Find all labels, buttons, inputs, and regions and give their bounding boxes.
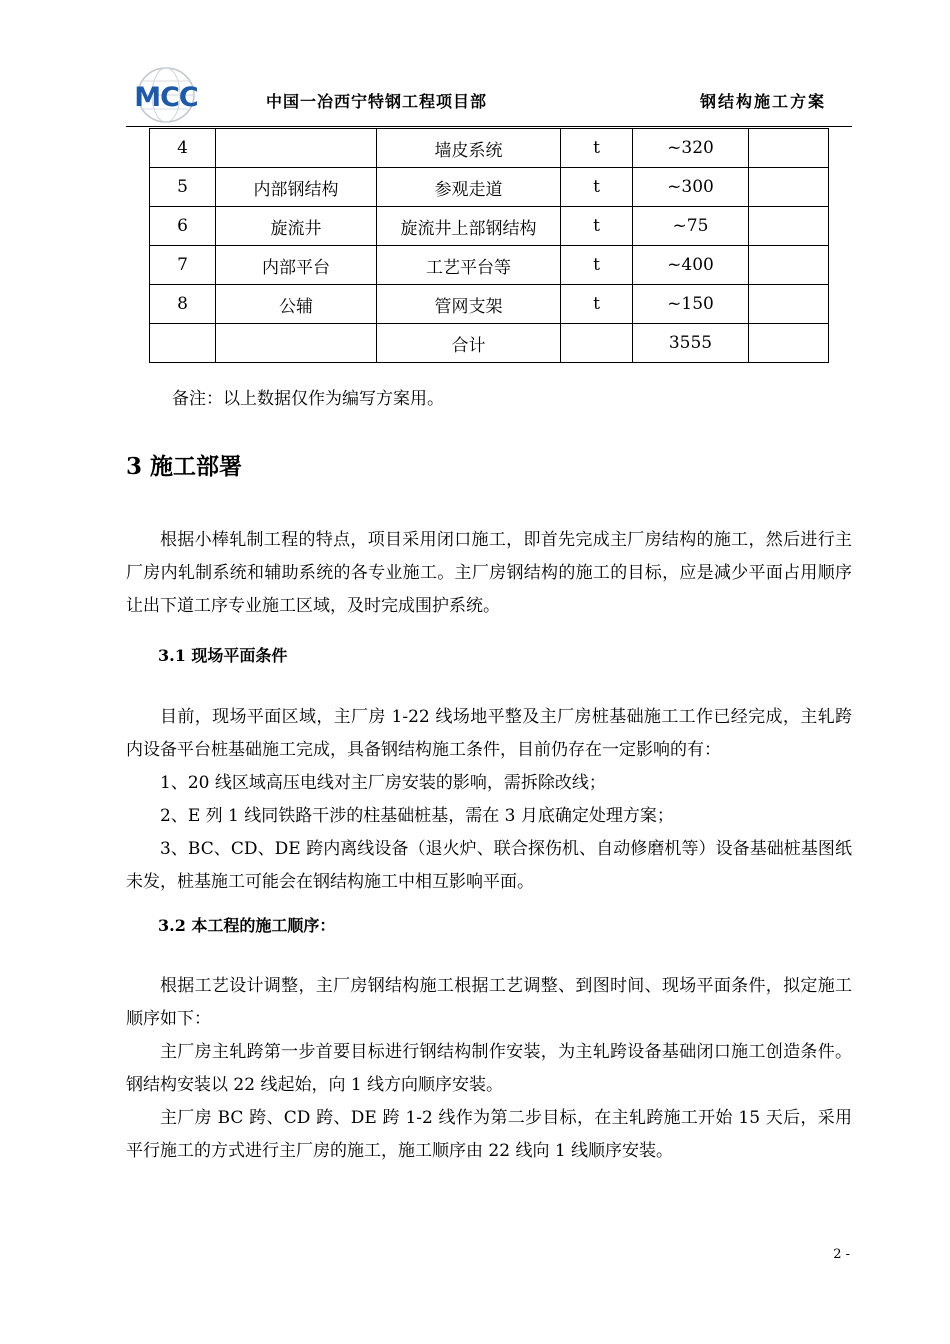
table-row xyxy=(150,168,829,207)
table-cell: ~300 xyxy=(633,168,749,207)
paragraph: 目前，现场平面区域，主厂房 1-22 线场地平整及主厂房桩基础施工工作已经完成，主轧跨内设备平台桩基础施工完成，具备钢结构施工条件，目前仍存在一定影响的有： xyxy=(126,707,852,760)
table-cell: 公辅 xyxy=(216,285,377,324)
table-cell: 参观走道 xyxy=(377,168,561,207)
table-cell: 工艺平台等 xyxy=(377,246,561,285)
section-3-intro xyxy=(126,524,852,623)
table-cell: 4 xyxy=(150,129,216,168)
page-header xyxy=(126,62,852,126)
table-cell xyxy=(749,207,829,246)
header-rule xyxy=(126,126,852,127)
table-cell: ~320 xyxy=(633,129,749,168)
mcc-logo xyxy=(126,66,206,124)
section-3-1-heading: 3.1 现场平面条件 xyxy=(158,646,288,665)
section-3-2-body xyxy=(126,970,852,1168)
list-item: 2、E 列 1 线同铁路干涉的柱基础桩基，需在 3 月底确定处理方案； xyxy=(160,806,674,826)
section-3-heading: 3 施工部署 xyxy=(126,453,243,480)
table-cell: t xyxy=(561,246,633,285)
table-cell: ~150 xyxy=(633,285,749,324)
table-cell: 旋流井 xyxy=(216,207,377,246)
table-cell: 管网支架 xyxy=(377,285,561,324)
table-cell xyxy=(749,168,829,207)
table-note: 备注：以上数据仅作为编写方案用。 xyxy=(172,389,444,409)
table-cell: 6 xyxy=(150,207,216,246)
table-cell: 合计 xyxy=(377,324,561,363)
table-row xyxy=(150,285,829,324)
table-cell: t xyxy=(561,168,633,207)
table-cell xyxy=(150,324,216,363)
table-cell: t xyxy=(561,285,633,324)
table-cell: ~75 xyxy=(633,207,749,246)
table-cell xyxy=(216,324,377,363)
table-cell: 7 xyxy=(150,246,216,285)
table-cell: 内部平台 xyxy=(216,246,377,285)
table-cell: 内部钢结构 xyxy=(216,168,377,207)
company-name: 中国一冶西宁特钢工程项目部 xyxy=(266,92,488,111)
table-cell: 8 xyxy=(150,285,216,324)
table-cell xyxy=(749,285,829,324)
page-number: 2 - xyxy=(833,1247,850,1262)
section-3-1-body xyxy=(126,701,852,899)
logo-text: MCC xyxy=(134,82,198,113)
table-cell: ~400 xyxy=(633,246,749,285)
table-cell xyxy=(749,129,829,168)
table-cell: t xyxy=(561,129,633,168)
paragraph: 主厂房主轧跨第一步首要目标进行钢结构制作安装，为主轧跨设备基础闭口施工创造条件。钢结构安装以 22 线起始，向 1 线方向顺序安装。 xyxy=(126,1042,852,1095)
paragraph: 根据工艺设计调整，主厂房钢结构施工根据工艺调整、到图时间、现场平面条件，拟定施工顺序如下： xyxy=(126,976,852,1029)
table-cell: 3555 xyxy=(633,324,749,363)
list-item: 3、BC、CD、DE 跨内离线设备（退火炉、联合探伤机、自动修磨机等）设备基础桩基图纸未发，桩基施工可能会在钢结构施工中相互影响平面。 xyxy=(126,839,852,892)
table-cell: 旋流井上部钢结构 xyxy=(377,207,561,246)
section-3-2-heading: 3.2 本工程的施工顺序： xyxy=(158,916,336,935)
table-row xyxy=(150,324,829,363)
table-cell xyxy=(561,324,633,363)
table-cell: t xyxy=(561,207,633,246)
quantity-table xyxy=(149,128,829,363)
list-item: 1、20 线区域高压电线对主厂房安装的影响，需拆除改线； xyxy=(160,773,606,793)
table-row xyxy=(150,246,829,285)
table-cell xyxy=(749,324,829,363)
paragraph: 根据小棒轧制工程的特点，项目采用闭口施工，即首先完成主厂房结构的施工，然后进行主厂房内轧制系统和辅助系统的各专业施工。主厂房钢结构的施工的目标，应是减少平面占用顺序让出下道工序专业施工区域，及时完成围护系统。 xyxy=(126,530,852,616)
table-cell: 墙皮系统 xyxy=(377,129,561,168)
table-row xyxy=(150,207,829,246)
table-cell: 5 xyxy=(150,168,216,207)
table-cell xyxy=(216,129,377,168)
table-cell xyxy=(749,246,829,285)
document-title: 钢结构施工方案 xyxy=(699,92,826,111)
paragraph: 主厂房 BC 跨、CD 跨、DE 跨 1-2 线作为第二步目标，在主轧跨施工开始 15 天后，采用平行施工的方式进行主厂房的施工，施工顺序由 22 线向 1 线顺序安装。 xyxy=(126,1108,852,1161)
table-row xyxy=(150,129,829,168)
